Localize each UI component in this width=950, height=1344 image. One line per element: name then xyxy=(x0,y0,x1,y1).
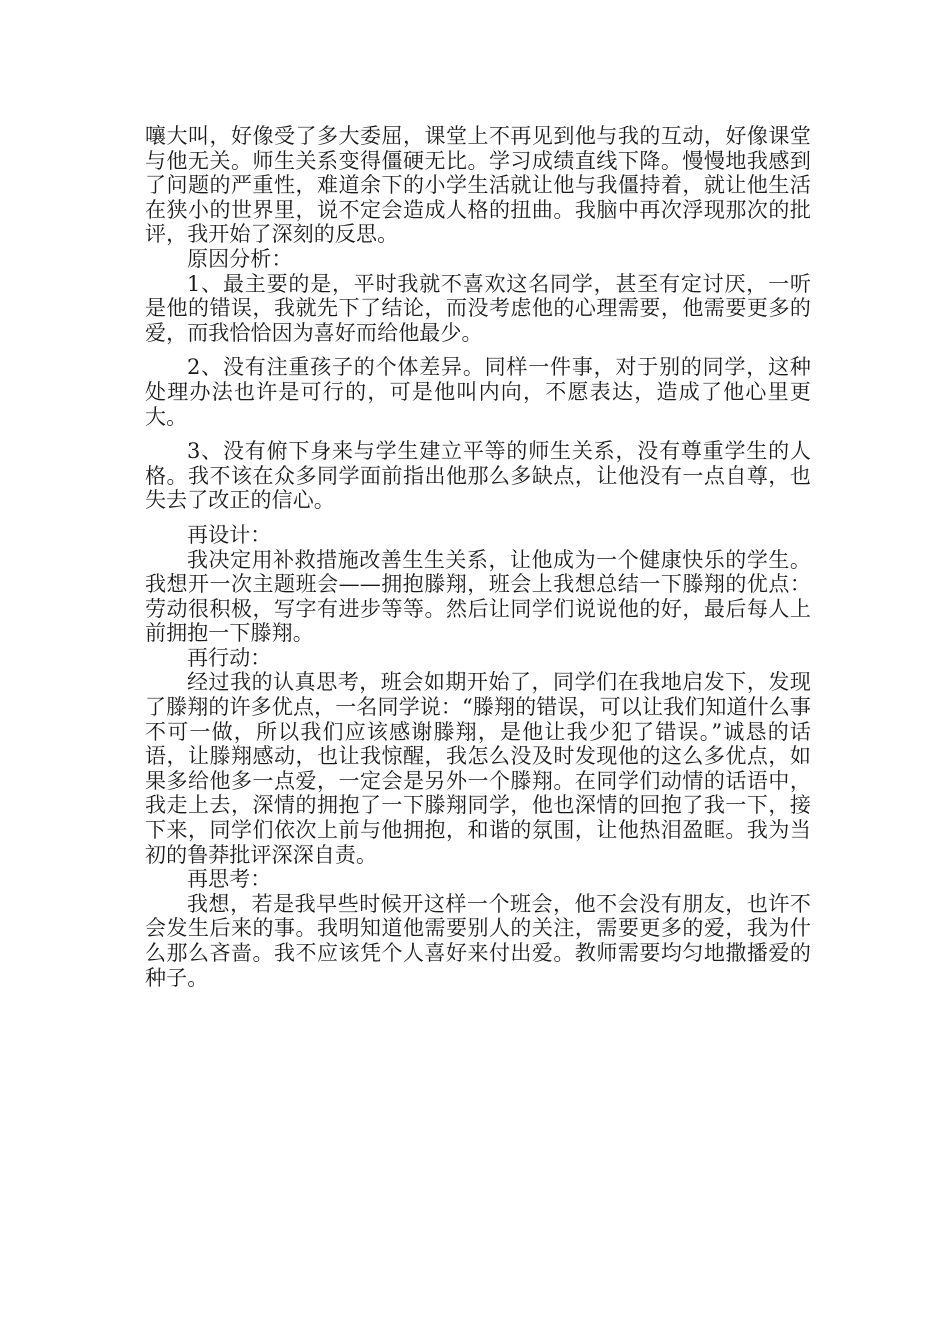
heading-cause-analysis: 原因分析： xyxy=(187,246,293,271)
paragraph-cause-1: 1、最主要的是，平时我就不喜欢这名同学，甚至有定讨厌，一听是他的错误，我就先下了结论，而没考虑他的心理需要，他需要更多的爱，而我恰恰因为喜好而给他最少。 xyxy=(145,271,811,345)
paragraph-cause-2: 2、没有注重孩子的个体差异。同样一件事，对于别的同学，这种处理办法也许是可行的，可是他叫内向，不愿表达，造成了他心里更大。 xyxy=(145,355,811,429)
heading-redesign: 再设计： xyxy=(187,522,272,547)
paragraph-cause-3: 3、没有俯下身来与学生建立平等的师生关系，没有尊重学生的人格。我不该在众多同学面前指出他那么多缺点，让他没有一点自尊，也失去了改正的信心。 xyxy=(145,439,811,513)
paragraph-continuation: 嚷大叫，好像受了多大委屈，课堂上不再见到他与我的互动，好像课堂与他无关。师生关系变得僵硬无比。学习成绩直线下降。慢慢地我感到了问题的严重性，难道余下的小学生活就让他与我僵持着，就让他生活在狭小的世界里，说不定会造成人格的扭曲。我脑中再次浮现那次的批评，我开始了深刻的反思。 xyxy=(145,124,811,247)
paragraph-rethink: 我想，若是我早些时候开这样一个班会，他不会没有朋友，也许不会发生后来的事。我明知道他需要别人的关注，需要更多的爱，我为什么那么吝啬。我不应该凭个人喜好来付出爱。教师需要均匀地撒播爱的种子。 xyxy=(145,891,811,990)
paragraph-redesign: 我决定用补救措施改善生生关系，让他成为一个健康快乐的学生。我想开一次主题班会——拥抱滕翔，班会上我想总结一下滕翔的优点：劳动很积极，写字有进步等等。然后让同学们说说他的好，最后每人上前拥抱一下滕翔。 xyxy=(145,547,811,646)
document-body xyxy=(145,124,811,990)
heading-rethink: 再思考： xyxy=(187,867,272,892)
paragraph-reaction: 经过我的认真思考，班会如期开始了，同学们在我地启发下，发现了滕翔的许多优点，一名同学说：“滕翔的错误，可以让我们知道什么事不可一做，所以我们应该感谢滕翔，是他让我少犯了错误。”诚恳的话语，让滕翔感动，也让我惊醒，我怎么没及时发现他的这么多优点，如果多给他多一点爱，一定会是另外一个滕翔。在同学们动情的话语中，我走上去，深情的拥抱了一下滕翔同学，他也深情的回抱了我一下，接下来，同学们依次上前与他拥抱，和谐的氛围，让他热泪盈眶。我为当初的鲁莽批评深深自责。 xyxy=(145,670,811,867)
heading-reaction: 再行动： xyxy=(187,645,272,670)
